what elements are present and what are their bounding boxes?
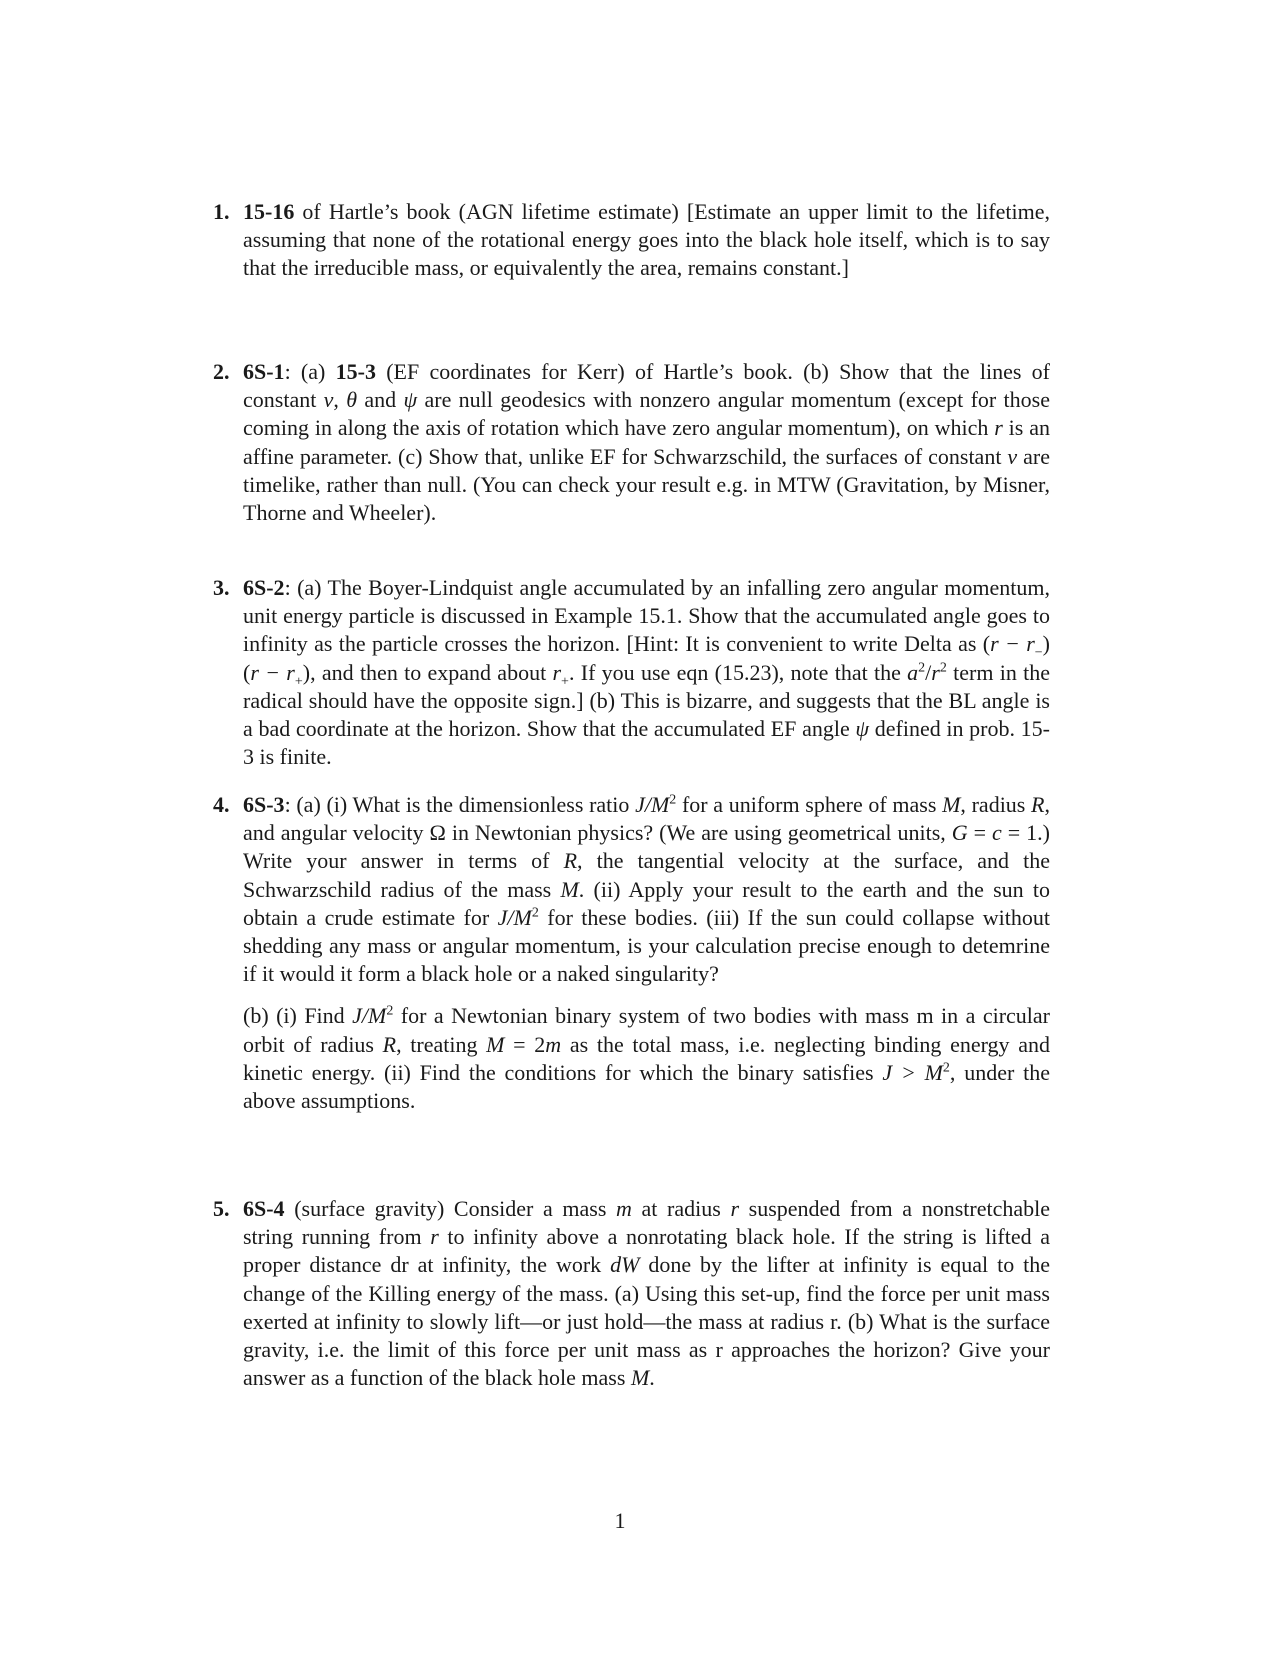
problem-1	[213, 198, 1050, 283]
problem-code: 6S-4	[243, 1196, 285, 1221]
problem-5	[213, 1195, 1050, 1392]
problem-text: 6S-2: (a) The Boyer-Lindquist angle accumulated by an infalling zero angular momentum, unit energy particle is discussed in Example 15.1. Show that the accumulated angle goes to infinity as the particle crosses the horizon. [Hint: It is convenient to write Delta as $(r - r_-)(r - r_+)$, and then to expand about $r_+$. If you use eqn (15.23), note that the $a^2/r^2$ term in the radical should have the opposite sign.] (b) This is bizarre, and suggests that the BL angle is a bad coordinate at the horizon. Show that the accumulated EF angle ψ defined in prob. 15-3 is finite.	[243, 575, 1051, 770]
problem-text: 6S-4 (surface gravity) Consider a mass m at radius r suspended from a nonstretchable string running from r to infinity above a nonrotating black hole. If the string is lifted a proper distance dr at infinity, the work dW done by the lifter at infinity is equal to the change of the Killing energy of the mass. (a) Using this set-up, find the force per unit mass exerted at infinity to slowly lift—or just hold—the mass at radius r. (b) What is the surface gravity, i.e. the limit of this force per unit mass as r approaches the horizon? Give your answer as a function of the black hole mass M.	[243, 1196, 1050, 1391]
problem-code: 6S-2	[243, 575, 285, 600]
problem-number: 4.	[213, 792, 230, 817]
referenced-problem-code: 15-3	[335, 359, 376, 384]
problem-3	[213, 574, 1050, 771]
problem-number: 1.	[213, 199, 230, 224]
problem-code: 6S-1	[243, 359, 285, 384]
problem-2	[213, 358, 1050, 527]
problem-number: 3.	[213, 575, 230, 600]
problem-code: 6S-3	[243, 792, 285, 817]
page-number: 1	[614, 1508, 626, 1533]
problem-text: 15-16 of Hartle’s book (AGN lifetime estimate) [Estimate an upper limit to the lifetime, assuming that none of the rotational energy goes into the black hole itself, which is to say that the irreducible mass, or equivalently the area, remains constant.]	[243, 199, 1050, 281]
problem-text: 6S-1: (a) 15-3 (EF coordinates for Kerr) of Hartle’s book. (b) Show that the lines of constant v, θ and ψ are null geodesics with nonzero angular momentum (except for those coming in along the axis of rotation which have zero angular momentum), on which r is an affine parameter. (c) Show that, unlike EF for Schwarzschild, the surfaces of constant v are timelike, rather than null. (You can check your result e.g. in MTW (Gravitation, by Misner, Thorne and Wheeler).	[243, 359, 1051, 526]
problem-number: 2.	[213, 359, 230, 384]
problem-4	[213, 791, 1050, 1115]
problem-part-a: 6S-3: (a) (i) What is the dimensionless ratio $J/M^2$ for a uniform sphere of mass M, radius R, and angular velocity Ω in Newtonian physics? (We are using geometrical units, G = c = 1.) Write your answer in terms of R, the tangential velocity at the surface, and the Schwarzschild radius of the mass M. (ii) Apply your result to the earth and the sun to obtain a crude estimate for $J/M^2$ for these bodies. (iii) If the sun could collapse without shedding any mass or angular momentum, is your calculation precise enough to detemrine if it would it form a black hole or a naked singularity?	[243, 792, 1051, 987]
problem-part-b: (b) (i) Find $J/M^2$ for a Newtonian binary system of two bodies with mass m in a circular orbit of radius R, treating M = 2m as the total mass, i.e. neglecting binding energy and kinetic energy. (ii) Find the conditions for which the binary satisfies $J > M^2$, under the above assumptions.	[243, 1003, 1050, 1114]
problem-number: 5.	[213, 1196, 230, 1221]
problem-code: 15-16	[243, 199, 295, 224]
